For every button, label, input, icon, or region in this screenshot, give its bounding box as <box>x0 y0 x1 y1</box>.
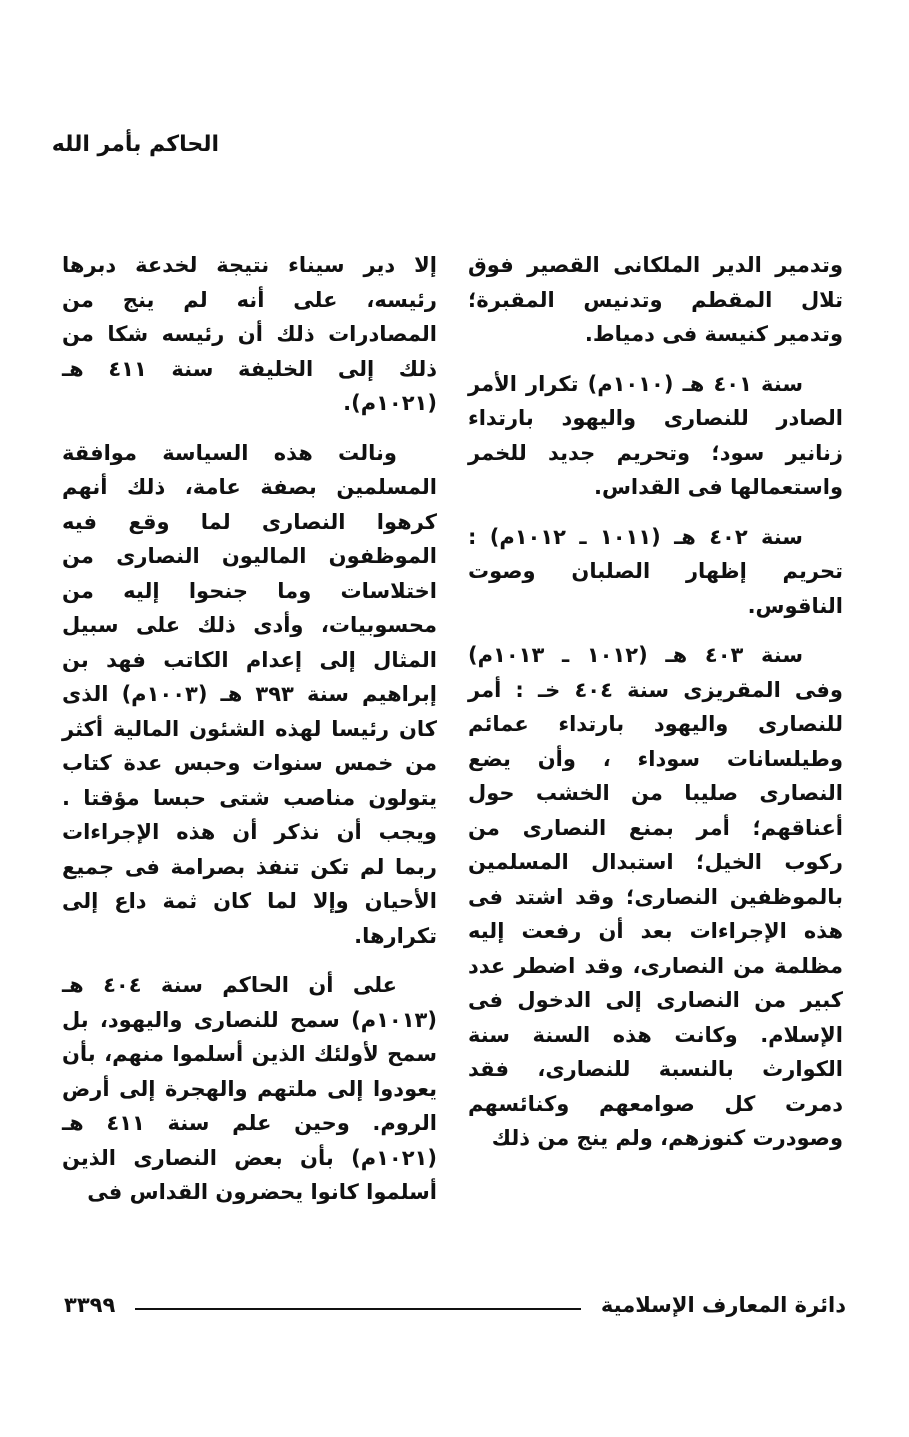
paragraph: سنة ٤٠١ هـ (١٠١٠م) تكرار الأمر الصادر للنصارى واليهود بارتداء زنانير سود؛ وتحريم جديد للخمر واستعمالها فى القداس. <box>468 371 843 499</box>
page-number: ٣٣٩٩ <box>64 1293 116 1317</box>
left-column <box>62 248 437 1225</box>
paragraph: وتدمير الدير الملكانى القصير فوق تلال المقطم وتدنيس المقبرة؛ وتدمير كنيسة فى دمياط. <box>468 253 843 346</box>
paragraph: سنة ٤٠٢ هـ (١٠١١ ـ ١٠١٢م) : تحريم إظهار الصلبان وصوت الناقوس. <box>468 524 843 618</box>
right-column <box>468 248 843 1171</box>
footer-rule <box>135 1308 581 1310</box>
page-footer <box>64 1290 846 1320</box>
publication-title: دائرة المعارف الإسلامية <box>600 1293 846 1317</box>
paragraph: سنة ٤٠٣ هـ (١٠١٢ ـ ١٠١٣م) وفى المقريزى سنة ٤٠٤ خـ : أمر للنصارى واليهود بارتداء عمائم وطيلسانات سوداء ، وأن يضع النصارى صليبا من الخشب حول أعناقهم؛ أمر بمنع النصارى من ركوب الخيل؛ استبدال المسلمين بالموظفين النصارى؛ وقد اشتد فى هذه الإجراءات بعد أن رفعت إليه مظلمة من النصارى، وقد اضطر عدد كبير من النصارى إلى الدخول فى الإسلام. وكانت هذه السنة سنة الكوارث بالنسبة للنصارى، فقد دمرت كل صوامعهم وكنائسهم وصودرت كنوزهم، ولم ينج من ذلك <box>468 643 843 1150</box>
paragraph: على أن الحاكم سنة ٤٠٤ هـ (١٠١٣م) سمح للنصارى واليهود، بل سمح لأولئك الذين أسلموا منهم، بأن يعودوا إلى ملتهم والهجرة إلى أرض الروم. وحين علم سنة ٤١١ هـ (١٠٢١م) بأن بعض النصارى الذين أسلموا كانوا يحضرون القداس فى <box>62 973 437 1204</box>
paragraph: إلا دير سيناء نتيجة لخدعة دبرها رئيسه، على أنه لم ينج من المصادرات ذلك أن رئيسه شكا من ذلك إلى الخليفة سنة ٤١١ هـ (١٠٢١م). <box>62 253 437 415</box>
paragraph: ونالت هذه السياسة موافقة المسلمين بصفة عامة، ذلك أنهم كرهوا النصارى لما وقع فيه الموظفون الماليون النصارى من اختلاسات وما جنحوا إليه من محسوبيات، وأدى ذلك على سبيل المثال إلى إعدام الكاتب فهد بن إبراهيم سنة ٣٩٣ هـ (١٠٠٣م) الذى كان رئيسا لهذه الشئون المالية أكثر من خمس سنوات وحبس عدة كتاب يتولون مناصب شتى حبسا مؤقتا . ويجب أن نذكر أن هذه الإجراءات ربما لم تكن تنفذ بصرامة فى جميع الأحيان وإلا لما كان ثمة داع إلى تكرارها. <box>62 440 437 948</box>
running-title: الحاكم بأمر الله <box>51 132 219 157</box>
